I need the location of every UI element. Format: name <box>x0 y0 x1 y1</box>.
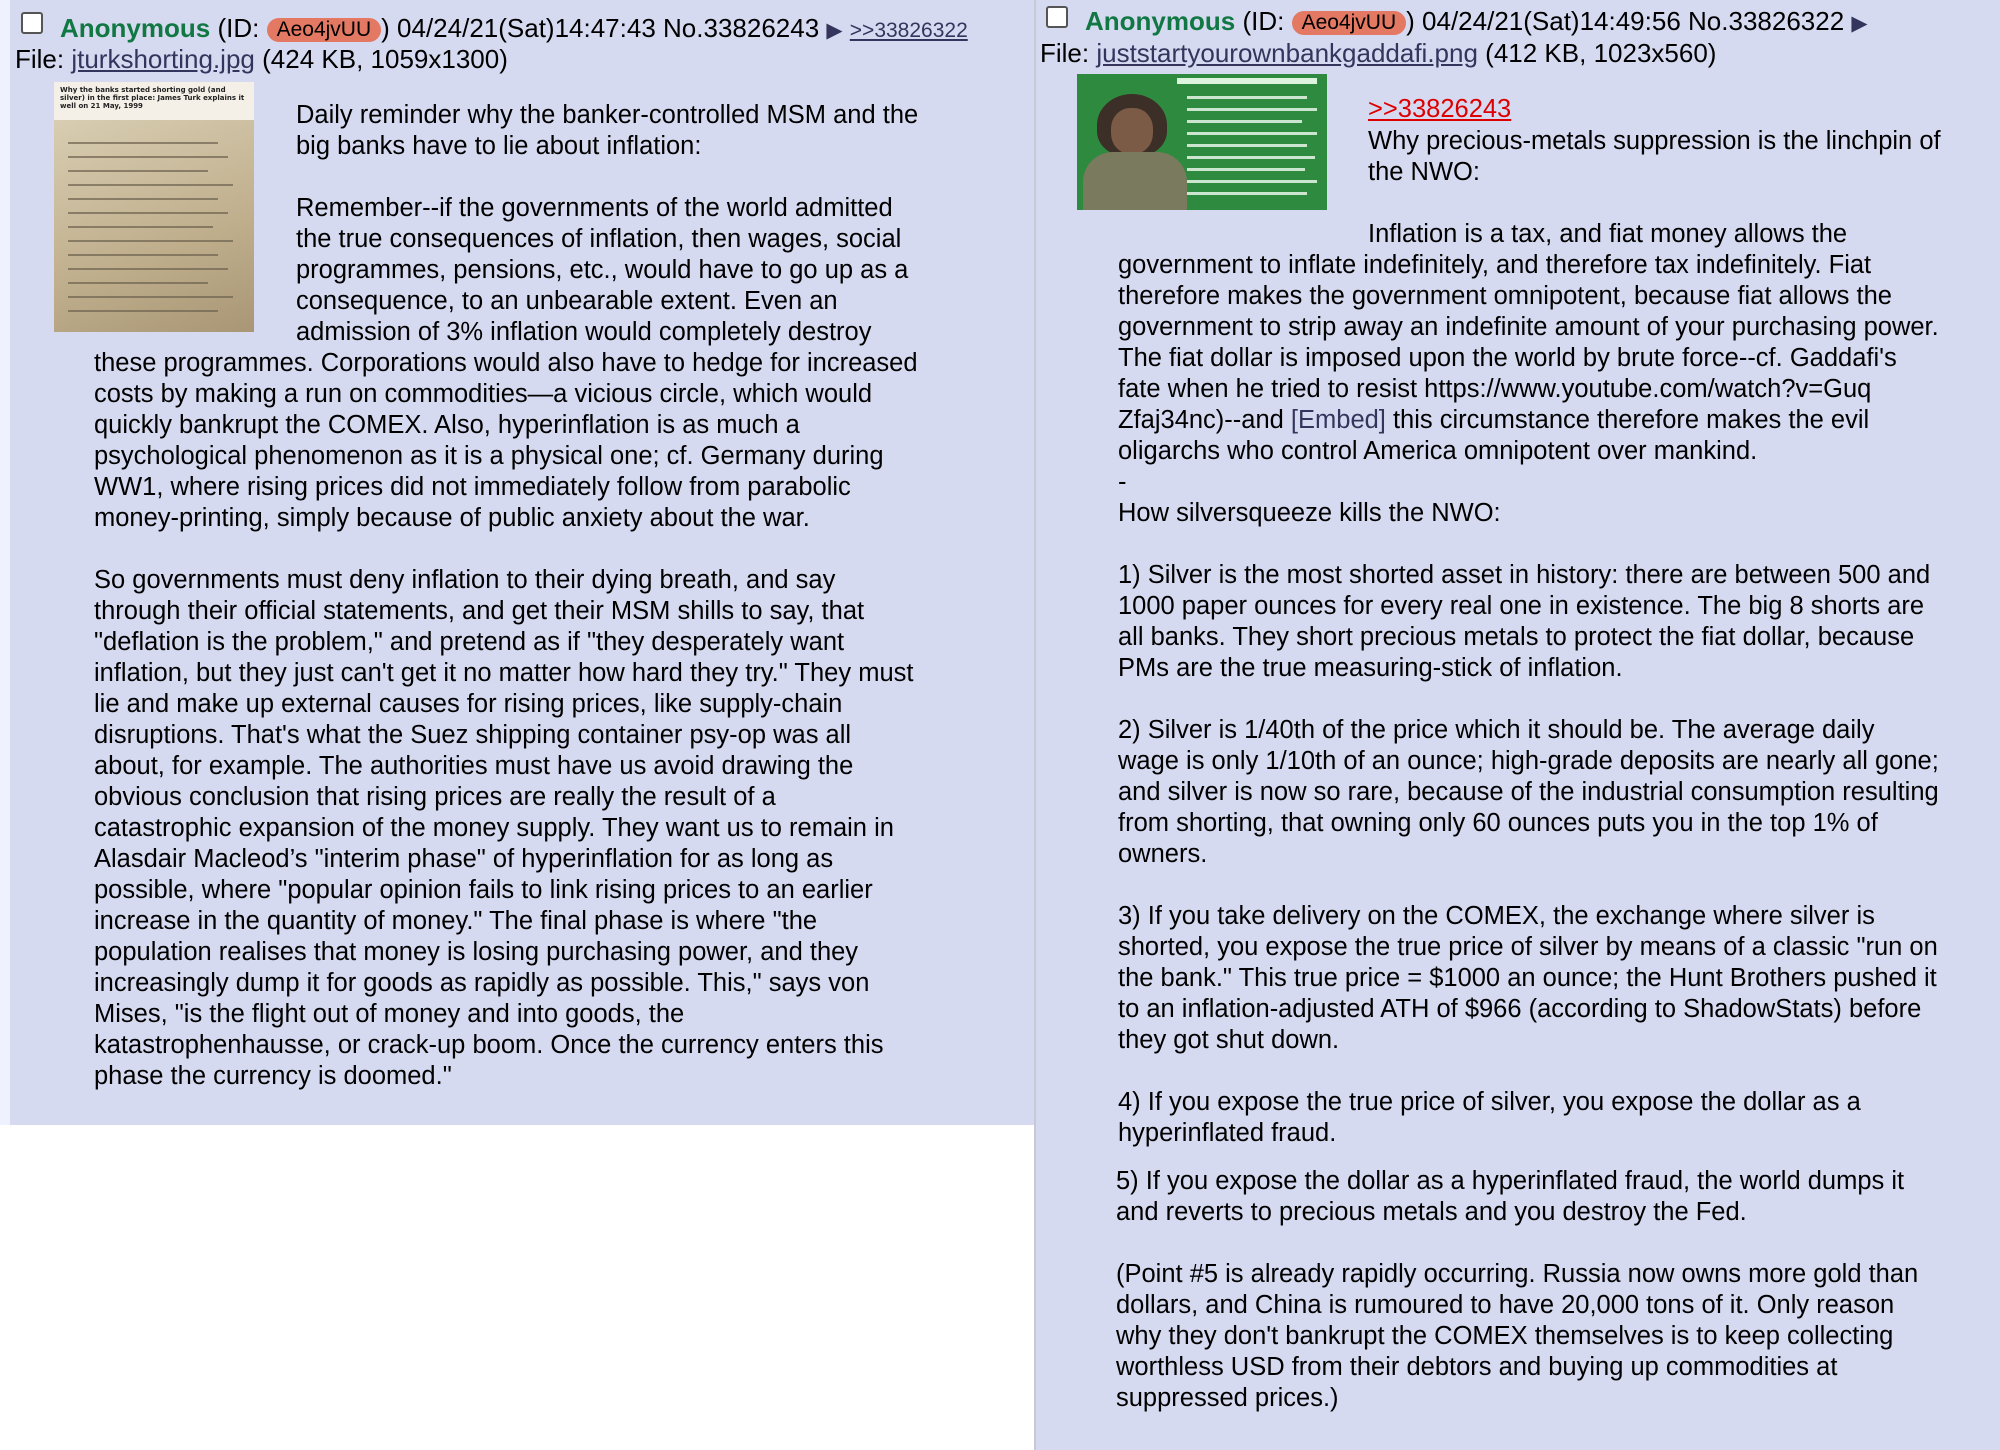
post-header <box>1085 6 1868 39</box>
comment-text-a: government to inflate indefinitely, and therefore tax indefinitely. Fiat therefore makes the government omnipotent, because fiat allows the government to strip away an indefinite amount of your purchasing power. The fiat dollar is imposed upon the world by brute force--cf. Gaddafi's fate when he tried to resist https://www.youtube.com/watch?v=Guq Zfaj34nc)--and <box>1118 251 1939 434</box>
post-number[interactable]: No.33826322 <box>1688 6 1845 36</box>
post-select-checkbox[interactable] <box>21 12 43 34</box>
post-comment-body: these programmes. Corporations would also have to hedge for increased costs by making a run on commodities—a vicious circle, which would quickly bankrupt the COMEX. Also, hyperinflation is as much a psychological phenomenon as it is a physical one; cf. Germany during WW1, where rising prices did not immediately follow from parabolic money-printing, simply because of public anxiety about the war. So governments must deny inflation to their dying breath, and say through their official statements, and get their MSM shills to say, that "deflation is the problem," and pretend as if "they desperately want inflation, but they just can't get it no matter how hard they try." They must lie and make up external causes for rising prices, like supply-chain disruptions. That's what the Suez shipping container psy-op was all about, for example. The authorities must have us avoid drawing the obvious conclusion that rising prices are really the result of a catastrophic expansion of the money supply. They want us to remain in Alasdair Macleod’s "interim phase" of hyperinflation for as long as possible, where "popular opinion fails to link rising prices to an earlier increase in the quantity of money." The final phase is where "the population realises that money is losing purchasing power, and they increasingly dump it for goods as rapidly as possible. This," says von Mises, "is the flight out of money and into goods, the katastrophenhausse, or crack-up boom. Once the currency enters this phase the currency is doomed." <box>94 349 918 1090</box>
comment-line: programmes, pensions, etc., would have to go up as a <box>296 256 909 284</box>
comment-line <box>296 162 918 193</box>
post-comment-continued: 5) If you expose the dollar as a hyperinflated fraud, the world dumps it and reverts to precious metals and you destroy the Fed. (Point #5 is already rapidly occurring. Russia now owns more gold than dollars, and China is rumoured to have 20,000 tons of it. Only reason why they don't bankrupt the COMEX themselves is to keep collecting worthless USD from their debtors and buying up commodities at suppressed prices.) <box>1116 1167 1919 1412</box>
comment-line: Daily reminder why the banker-controlled MSM and the <box>296 101 919 129</box>
file-label: File: <box>15 44 72 74</box>
file-label: File: <box>1040 38 1097 68</box>
comment-line: big banks have to lie about inflation: <box>296 132 702 160</box>
id-suffix: ) <box>381 13 390 43</box>
post-datetime: 04/24/21(Sat)14:47:43 <box>397 13 656 43</box>
post-comment-intro <box>296 100 918 348</box>
comment-text-b: this circumstance therefore makes the evil oligarchs who control America omnipotent over mankind. - How silversqueeze kills the NWO: 1) Silver is the most shorted asset in history: there are between 500 and 1000 paper ounces for every real one in existence. The big 8 shorts are all banks. They short precious metals to protect the fiat dollar, because PMs are the true measuring-stick of inflation. 2) Silver is 1/40th of the price which it should be. The average daily wage is only 1/10th of an ounce; high-grade deposits are nearly all gone; and silver is now so rare, because of the industrial consumption resulting from shorting, that owning only 60 ounces puts you in the top 1% of owners. 3) If you take delivery on the COMEX, the exchange where silver is shorted, you expose the true price of silver by means of a classic "run on the bank." This true price = $1000 an ounce; the Hunt Brothers pushed it to an inflation-adjusted ATH of $966 (according to ShadowStats) before they got shut down. 4) If you expose the true price of silver, you expose the dollar as a hyperinflated fraud. <box>1118 406 1939 1147</box>
file-name-link[interactable]: juststartyourownbankgaddafi.png <box>1096 38 1478 68</box>
post-header <box>60 13 968 46</box>
reply-quote-link[interactable]: >>33826243 <box>1368 95 1512 123</box>
comment-line: admission of 3% inflation would completely destroy <box>296 318 872 346</box>
comment-line: Remember--if the governments of the world admitted <box>296 194 893 222</box>
id-prefix: (ID: <box>1242 6 1292 36</box>
post-menu-arrow-icon[interactable]: ▶ <box>826 19 843 42</box>
poster-id-badge[interactable]: Aeo4jvUU <box>1292 11 1407 35</box>
post-select-checkbox[interactable] <box>1046 6 1068 28</box>
file-meta: (412 KB, 1023x560) <box>1485 38 1717 68</box>
comment-line: the NWO: <box>1368 158 1480 186</box>
post-menu-arrow-icon[interactable]: ▶ <box>1851 12 1868 35</box>
post-comment-body <box>1118 250 1939 1149</box>
quote-link-line <box>1368 94 1511 124</box>
book-page-photo <box>54 120 254 332</box>
post-number[interactable]: No.33826243 <box>663 13 820 43</box>
id-suffix: ) <box>1406 6 1415 36</box>
file-meta: (424 KB, 1059x1300) <box>262 44 508 74</box>
poster-name: Anonymous <box>1085 6 1236 36</box>
comment-line: consequence, to an unbearable extent. Even an <box>296 287 838 315</box>
file-name-link[interactable]: jturkshorting.jpg <box>71 44 255 74</box>
file-info-line <box>1040 38 1716 68</box>
poster-id-badge[interactable]: Aeo4jvUU <box>267 18 382 42</box>
file-info-line <box>15 44 508 74</box>
comment-line <box>1368 188 1941 219</box>
comment-line: the true consequences of inflation, then wages, social <box>296 225 902 253</box>
id-prefix: (ID: <box>217 13 267 43</box>
embed-link[interactable]: [Embed] <box>1290 406 1386 434</box>
reply-backlink[interactable]: >>33826322 <box>849 19 968 42</box>
page-margin <box>0 0 10 1125</box>
post-thumbnail-image[interactable] <box>1077 74 1327 210</box>
comment-line: Inflation is a tax, and fiat money allows the <box>1368 220 1848 248</box>
post-datetime: 04/24/21(Sat)14:49:56 <box>1422 6 1681 36</box>
thumbnail-caption: Why the banks started shorting gold (and silver) in the first place: James Turk explains it well on 21 May, 1999 <box>60 86 245 110</box>
poster-name: Anonymous <box>60 13 211 43</box>
comment-line: Why precious-metals suppression is the linchpin of <box>1368 127 1941 155</box>
post-comment-intro <box>1368 126 1941 250</box>
post-thumbnail-image[interactable] <box>54 82 254 332</box>
